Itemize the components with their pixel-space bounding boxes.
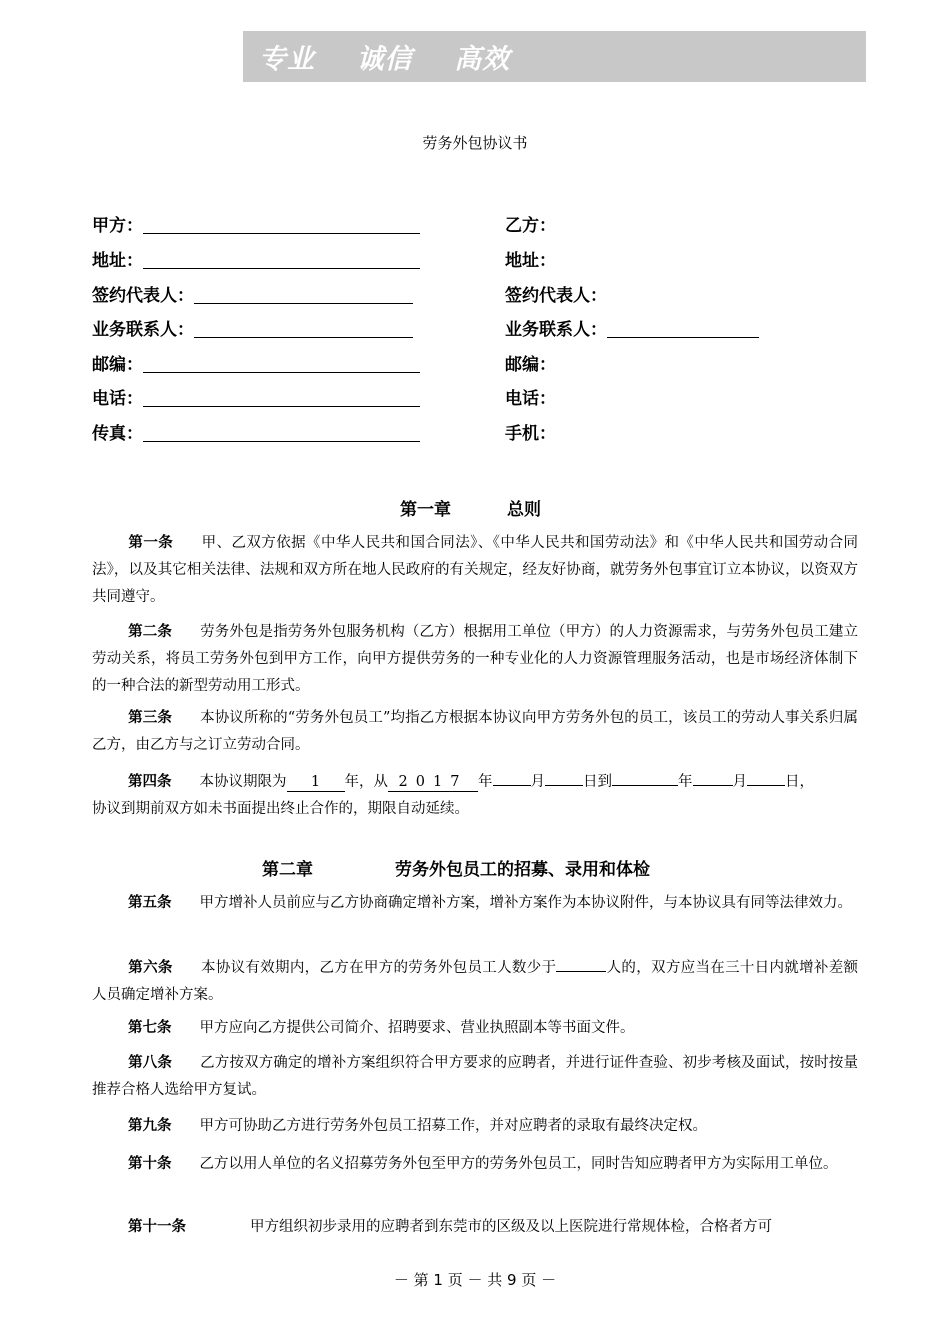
party-a-postcode-line <box>143 354 420 373</box>
end-month-field <box>693 767 733 786</box>
party-b-contact: 业务联系人： <box>505 318 759 342</box>
party-a-address: 地址： <box>92 249 420 273</box>
article-4: 第四条 本协议期限为 1 年，从 2017 年 月 日到 年 月 日， 协议到期前双方如未书面提出终止合作的，期限自动延续。 <box>92 767 858 823</box>
party-b-contact-line <box>607 319 759 338</box>
party-a-phone-line <box>143 388 420 407</box>
article-11: 第十一条 甲方组织初步录用的应聘者到东莞市的区级及以上医院进行常规体检，合格者方可 <box>128 1219 772 1235</box>
document-title: 劳务外包协议书 <box>422 134 528 152</box>
party-a-fax: 传真： <box>92 422 420 446</box>
article-2: 第二条 劳务外包是指劳务外包服务机构（乙方）根据用工单位（甲方）的人力资源需求，与劳务外包员工建立劳动关系，将员工劳务外包到甲方工作，向甲方提供劳务的一种专业化的人力资源管理服务活动，也是市场经济体制下的一种合法的新型劳动用工形式。 <box>92 624 859 694</box>
party-b-label: 乙方： <box>505 216 556 236</box>
start-month-field <box>493 767 531 786</box>
party-b-postcode: 邮编： <box>505 355 556 375</box>
page-footer: － 第 1 页 － 共 9 页 － <box>393 1271 557 1289</box>
article-6: 第六条 本协议有效期内，乙方在甲方的劳务外包员工人数少于 人的，双方应当在三十日内就增补差额人员确定增补方案。 <box>92 953 858 1009</box>
header-banner <box>243 31 866 82</box>
chapter-2-heading <box>262 855 650 880</box>
article-1: 第一条 甲、乙双方依据《中华人民共和国合同法》、《中华人民共和国劳动法》和《中华人民共和国劳动合同法》，以及其它相关法律、法规和双方所在地人民政府的有关规定，经友好协商，就劳务外包事宜订立本协议，以资双方共同遵守。 <box>92 535 859 605</box>
party-b-phone: 电话： <box>505 389 556 409</box>
party-b-representative: 签约代表人： <box>505 286 607 306</box>
chapter-1-title: 总则 <box>507 500 541 520</box>
chapter-1-heading <box>400 495 541 520</box>
article-7: 第七条 甲方应向乙方提供公司简介、招聘要求、营业执照副本等书面文件。 <box>128 1020 635 1036</box>
end-year-field <box>612 767 678 786</box>
chapter-1-number: 第一章 <box>400 500 451 520</box>
chapter-2-number: 第二章 <box>262 860 313 880</box>
start-year-field: 2017 <box>388 773 478 792</box>
party-a-label: 甲方： <box>92 214 420 238</box>
party-a-phone: 电话： <box>92 387 420 411</box>
article-10: 第十条 乙方以用人单位的名义招募劳务外包至甲方的劳务外包员工，同时告知应聘者甲方为实际用工单位。 <box>128 1156 838 1172</box>
party-a-representative-line <box>194 285 413 304</box>
party-b-address: 地址： <box>505 251 556 271</box>
party-a-contact-line <box>194 319 413 338</box>
party-a-address-line <box>143 250 420 269</box>
party-a-contact: 业务联系人： <box>92 318 413 342</box>
party-b-mobile: 手机： <box>505 424 556 444</box>
term-years-field: 1 <box>287 773 345 792</box>
article-9: 第九条 甲方可协助乙方进行劳务外包员工招募工作，并对应聘者的录取有最终决定权。 <box>128 1118 707 1134</box>
slogan: 专业 诚信 高效 <box>259 44 511 75</box>
party-a-postcode: 邮编： <box>92 353 420 377</box>
article-3: 第三条 本协议所称的“劳务外包员工”均指乙方根据本协议向甲方劳务外包的员工，该员工的劳动人事关系归属乙方，由乙方与之订立劳动合同。 <box>92 710 859 753</box>
chapter-2-title: 劳务外包员工的招募、录用和体检 <box>395 860 650 880</box>
end-day-field <box>747 767 785 786</box>
party-a-line <box>143 215 420 234</box>
start-day-field <box>545 767 583 786</box>
article-8: 第八条 乙方按双方确定的增补方案组织符合甲方要求的应聘者，并进行证件查验、初步考核及面试，按时按量推荐合格人选给甲方复试。 <box>92 1055 859 1098</box>
minimum-headcount-field <box>556 953 606 972</box>
party-a-representative: 签约代表人： <box>92 284 413 308</box>
article-5: 第五条 甲方增补人员前应与乙方协商确定增补方案，增补方案作为本协议附件，与本协议具有同等法律效力。 <box>128 895 852 911</box>
party-a-fax-line <box>143 423 420 442</box>
